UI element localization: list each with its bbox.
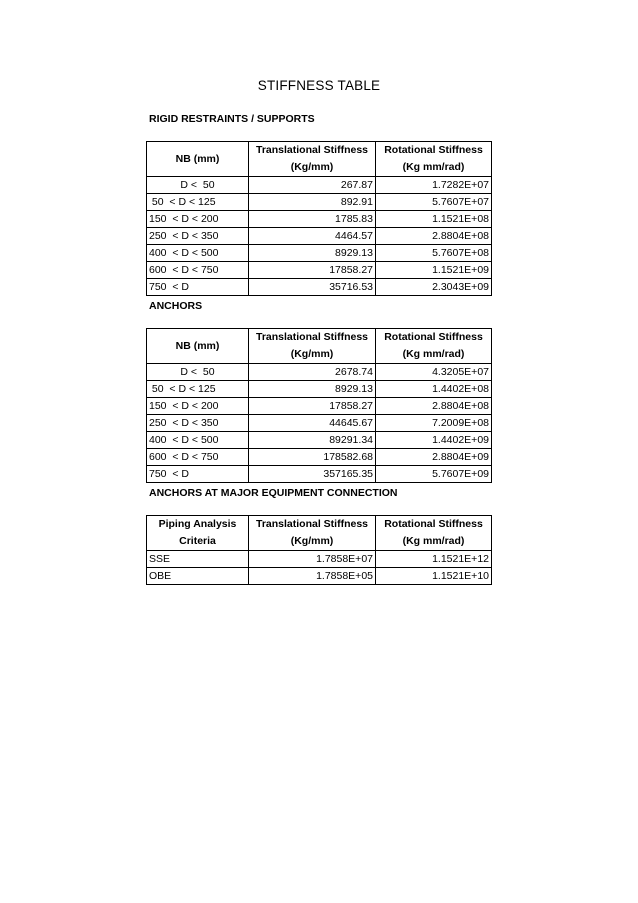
rotational-cell: 2.8804E+09 bbox=[376, 449, 492, 466]
rotational-cell: 7.2009E+08 bbox=[376, 415, 492, 432]
translational-cell: 8929.13 bbox=[249, 245, 376, 262]
nb-cell: 750 < D bbox=[147, 279, 249, 296]
rotational-cell: 1.1521E+12 bbox=[376, 551, 492, 568]
header-rotational-unit: (Kg mm/rad) bbox=[402, 535, 465, 547]
translational-cell: 17858.27 bbox=[249, 398, 376, 415]
anchors-stiffness-table bbox=[146, 328, 492, 483]
table-header-row bbox=[147, 142, 492, 177]
translational-cell: 89291.34 bbox=[249, 432, 376, 449]
rotational-cell: 5.7607E+08 bbox=[376, 245, 492, 262]
header-translational bbox=[249, 142, 376, 177]
nb-cell: 250 < D < 350 bbox=[147, 415, 249, 432]
header-nb: NB (mm) bbox=[147, 329, 249, 364]
rotational-cell: 1.4402E+09 bbox=[376, 432, 492, 449]
header-criteria-line2: Criteria bbox=[179, 535, 216, 547]
table-row bbox=[147, 398, 492, 415]
header-rotational-line1: Rotational Stiffness bbox=[384, 144, 483, 156]
header-rotational bbox=[376, 142, 492, 177]
header-rotational bbox=[376, 329, 492, 364]
table-row bbox=[147, 551, 492, 568]
table-header-row bbox=[147, 516, 492, 551]
rotational-cell: 1.1521E+08 bbox=[376, 211, 492, 228]
header-rotational-line1: Rotational Stiffness bbox=[384, 331, 483, 343]
rotational-cell: 1.1521E+10 bbox=[376, 568, 492, 585]
table-row bbox=[147, 568, 492, 585]
page-title: STIFFNESS TABLE bbox=[257, 78, 381, 93]
rotational-cell: 5.7607E+07 bbox=[376, 194, 492, 211]
nb-cell: 50 < D < 125 bbox=[147, 381, 249, 398]
nb-cell: D < 50 bbox=[147, 177, 249, 194]
translational-cell: 267.87 bbox=[249, 177, 376, 194]
table-row bbox=[147, 432, 492, 449]
table-row bbox=[147, 466, 492, 483]
rotational-cell: 1.1521E+09 bbox=[376, 262, 492, 279]
translational-cell: 1.7858E+07 bbox=[249, 551, 376, 568]
rotational-cell: 4.3205E+07 bbox=[376, 364, 492, 381]
nb-cell: 150 < D < 200 bbox=[147, 211, 249, 228]
table-header-row bbox=[147, 329, 492, 364]
major-equipment-stiffness-table bbox=[146, 515, 492, 585]
translational-cell: 4464.57 bbox=[249, 228, 376, 245]
table-row bbox=[147, 381, 492, 398]
section-title-anchors: ANCHORS bbox=[149, 300, 203, 312]
header-translational bbox=[249, 329, 376, 364]
translational-cell: 178582.68 bbox=[249, 449, 376, 466]
translational-cell: 357165.35 bbox=[249, 466, 376, 483]
rotational-cell: 1.7282E+07 bbox=[376, 177, 492, 194]
header-criteria bbox=[147, 516, 249, 551]
table-row bbox=[147, 245, 492, 262]
table-row bbox=[147, 364, 492, 381]
header-rotational bbox=[376, 516, 492, 551]
table-row bbox=[147, 415, 492, 432]
header-rotational-unit: (Kg mm/rad) bbox=[402, 348, 465, 360]
translational-cell: 8929.13 bbox=[249, 381, 376, 398]
translational-cell: 892.91 bbox=[249, 194, 376, 211]
header-translational bbox=[249, 516, 376, 551]
header-translational-unit: (Kg/mm) bbox=[290, 161, 334, 173]
translational-cell: 2678.74 bbox=[249, 364, 376, 381]
table-row bbox=[147, 262, 492, 279]
translational-cell: 44645.67 bbox=[249, 415, 376, 432]
table-row bbox=[147, 449, 492, 466]
translational-cell: 1.7858E+05 bbox=[249, 568, 376, 585]
table-row bbox=[147, 194, 492, 211]
table-row bbox=[147, 177, 492, 194]
nb-cell: 600 < D < 750 bbox=[147, 449, 249, 466]
rotational-cell: 1.4402E+08 bbox=[376, 381, 492, 398]
nb-cell: 150 < D < 200 bbox=[147, 398, 249, 415]
nb-cell: 750 < D bbox=[147, 466, 249, 483]
header-translational-line1: Translational Stiffness bbox=[255, 331, 369, 343]
rotational-cell: 2.8804E+08 bbox=[376, 228, 492, 245]
section-title-rigid: RIGID RESTRAINTS / SUPPORTS bbox=[149, 113, 315, 125]
rotational-cell: 5.7607E+09 bbox=[376, 466, 492, 483]
rotational-cell: 2.8804E+08 bbox=[376, 398, 492, 415]
nb-cell: 600 < D < 750 bbox=[147, 262, 249, 279]
translational-cell: 17858.27 bbox=[249, 262, 376, 279]
nb-cell: D < 50 bbox=[147, 364, 249, 381]
rigid-stiffness-table bbox=[146, 141, 492, 296]
header-nb: NB (mm) bbox=[147, 142, 249, 177]
header-translational-line1: Translational Stiffness bbox=[255, 518, 369, 530]
header-translational-unit: (Kg/mm) bbox=[290, 348, 334, 360]
table-row bbox=[147, 279, 492, 296]
nb-cell: 400 < D < 500 bbox=[147, 245, 249, 262]
nb-cell: 50 < D < 125 bbox=[147, 194, 249, 211]
criteria-cell: OBE bbox=[147, 568, 249, 585]
translational-cell: 35716.53 bbox=[249, 279, 376, 296]
criteria-cell: SSE bbox=[147, 551, 249, 568]
header-rotational-line1: Rotational Stiffness bbox=[384, 518, 483, 530]
header-criteria-line1: Piping Analysis bbox=[158, 518, 237, 530]
translational-cell: 1785.83 bbox=[249, 211, 376, 228]
rotational-cell: 2.3043E+09 bbox=[376, 279, 492, 296]
nb-cell: 250 < D < 350 bbox=[147, 228, 249, 245]
header-rotational-unit: (Kg mm/rad) bbox=[402, 161, 465, 173]
table-row bbox=[147, 211, 492, 228]
nb-cell: 400 < D < 500 bbox=[147, 432, 249, 449]
section-title-major-equipment: ANCHORS AT MAJOR EQUIPMENT CONNECTION bbox=[149, 487, 398, 499]
header-translational-unit: (Kg/mm) bbox=[290, 535, 334, 547]
table-row bbox=[147, 228, 492, 245]
header-translational-line1: Translational Stiffness bbox=[255, 144, 369, 156]
